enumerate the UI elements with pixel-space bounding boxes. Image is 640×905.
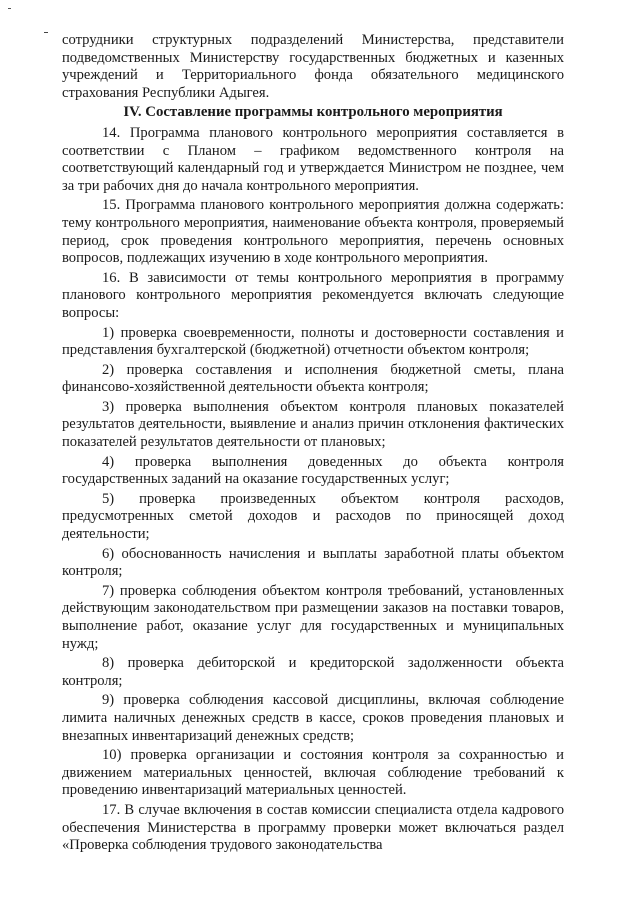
list-item-6: 6) обоснованность начисления и выплаты заработной платы объектом контроля; <box>62 545 564 580</box>
paragraph-17: 17. В случае включения в состав комиссии специалиста отдела кадрового обеспечения Министерства в программу проверки может включаться раздел «Проверка соблюдения трудового законодательства <box>62 801 564 854</box>
intro-paragraph: сотрудники структурных подразделений Министерства, представители подведомственных Министерству государственных бюджетных и казенных учреждений и Территориального фонда обязательного медицинского страхования Республики Адыгея. <box>62 32 564 101</box>
paragraph-16: 16. В зависимости от темы контрольного мероприятия в программу планового контрольного мероприятия рекомендуется включать следующие вопросы: <box>62 269 564 321</box>
list-item-8: 8) проверка дебиторской и кредиторской задолженности объекта контроля; <box>62 655 564 689</box>
paragraph-14: 14. Программа планового контрольного мероприятия составляется в соответствии с Планом – графиком ведомственного контроля на соответствующий календарный год и утверждается Министром не позднее, чем за три рабочих дня до начала контрольного мероприятия. <box>62 124 564 194</box>
list-item-2: 2) проверка составления и исполнения бюджетной сметы, плана финансово-хозяйственной деятельности объекта контроля; <box>62 361 564 396</box>
list-item-9: 9) проверка соблюдения кассовой дисциплины, включая соблюдение лимита наличных денежных средств в кассе, сроков проведения плановых и внезапных инвентаризаций денежных средств; <box>62 692 564 744</box>
list-item-7: 7) проверка соблюдения объектом контроля требований, установленных действующим законодательством при размещении заказов на поставки товаров, выполнение работ, оказание услуг для государственных и муниципальных нужд; <box>62 582 564 652</box>
list-item-3: 3) проверка выполнения объектом контроля плановых показателей результатов деятельности, выявление и анализ причин отклонения фактических показателей результатов деятельности от плановых; <box>62 398 564 451</box>
list-item-5: 5) проверка произведенных объектом контроля расходов, предусмотренных сметой доходов и расходов по приносящей доход деятельности; <box>62 490 564 543</box>
paragraph-15: 15. Программа планового контрольного мероприятия должна содержать: тему контрольного мероприятия, наименование объекта контроля, проверяемый период, срок проведения контрольного мероприятия, перечень основных вопросов, подлежащих изучению в ходе контрольного мероприятия. <box>62 197 564 267</box>
scan-mark <box>8 8 11 9</box>
scan-mark <box>44 32 48 33</box>
list-item-10: 10) проверка организации и состояния контроля за сохранностью и движением материальных ценностей, включая соблюдение требований к проведению инвентаризаций материальных ценностей. <box>62 747 564 799</box>
section-title: IV. Составление программы контрольного мероприятия <box>123 104 503 121</box>
list-item-1: 1) проверка своевременности, полноты и достоверности составления и представления бухгалтерской (бюджетной) отчетности объектом контроля; <box>62 324 564 359</box>
list-item-4: 4) проверка выполнения доведенных до объекта контроля государственных заданий на оказание государственных услуг; <box>62 453 564 488</box>
document-body <box>62 32 564 857</box>
